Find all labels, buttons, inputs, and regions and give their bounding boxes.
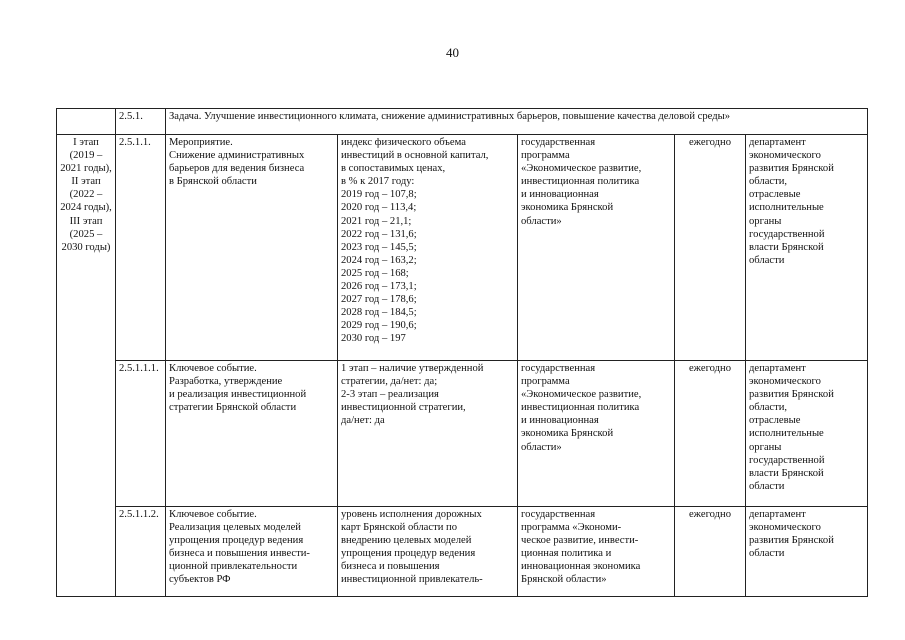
task-text: Задача. Улучшение инвестиционного климата, снижение административных барьеров, повышение качества деловой среды» [166, 109, 868, 135]
task-number: 2.5.1. [116, 109, 166, 135]
responsible-text: департамент экономического развития Брянской области, отраслевые исполнительные органы государственной власти Брянской области [746, 135, 868, 361]
program-text: государственная программа «Экономическое развитие, инвестиционная политика и инновационная экономика Брянской области» [518, 135, 675, 361]
table-row [57, 361, 868, 507]
period-text: ежегодно [675, 507, 746, 597]
row-number: 2.5.1.1. [116, 135, 166, 361]
indicator-text: 1 этап – наличие утвержденной стратегии, да/нет: да; 2-3 этап – реализация инвестиционной стратегии, да/нет: да [338, 361, 518, 507]
event-text: Ключевое событие. Разработка, утверждение и реализация инвестиционной стратегии Брянской области [166, 361, 338, 507]
plan-table [56, 108, 868, 597]
period-text: ежегодно [675, 361, 746, 507]
event-text: Мероприятие. Снижение административных барьеров для ведения бизнеса в Брянской области [166, 135, 338, 361]
task-stage-cell [57, 109, 116, 135]
task-row [57, 109, 868, 135]
responsible-text: департамент экономического развития Брянской области [746, 507, 868, 597]
row-number: 2.5.1.1.2. [116, 507, 166, 597]
indicator-text: уровень исполнения дорожных карт Брянской области по внедрению целевых моделей упрощения процедур ведения бизнеса и повышения инвестиционной привлекатель- [338, 507, 518, 597]
table-row [57, 507, 868, 597]
period-text: ежегодно [675, 135, 746, 361]
stage-periods: I этап (2019 – 2021 годы), II этап (2022 – 2024 годы), III этап (2025 – 2030 годы) [57, 135, 116, 597]
indicator-text: индекс физического объема инвестиций в основной капитал, в сопоставимых ценах, в % к 2017 году: 2019 год – 107,8; 2020 год – 113,4; 2021 год – 21,1; 2022 год – 131,6; 2023 год – 145,5; 2024 год – 163,2; 2025 год – 168; 2026 год – 173,1; 2027 год – 178,6; 2028 год – 184,5; 2029 год – 190,6; 2030 год – 197 [338, 135, 518, 361]
responsible-text: департамент экономического развития Брянской области, отраслевые исполнительные органы государственной власти Брянской области [746, 361, 868, 507]
row-number: 2.5.1.1.1. [116, 361, 166, 507]
event-text: Ключевое событие. Реализация целевых моделей упрощения процедур ведения бизнеса и повышения инвести- ционной привлекательности субъектов РФ [166, 507, 338, 597]
table-row [57, 135, 868, 361]
program-text: государственная программа «Экономи- ческое развитие, инвести- ционная политика и инновационная экономика Брянской области» [518, 507, 675, 597]
program-text: государственная программа «Экономическое развитие, инвестиционная политика и инновационная экономика Брянской области» [518, 361, 675, 507]
page-number: 40 [446, 45, 459, 60]
